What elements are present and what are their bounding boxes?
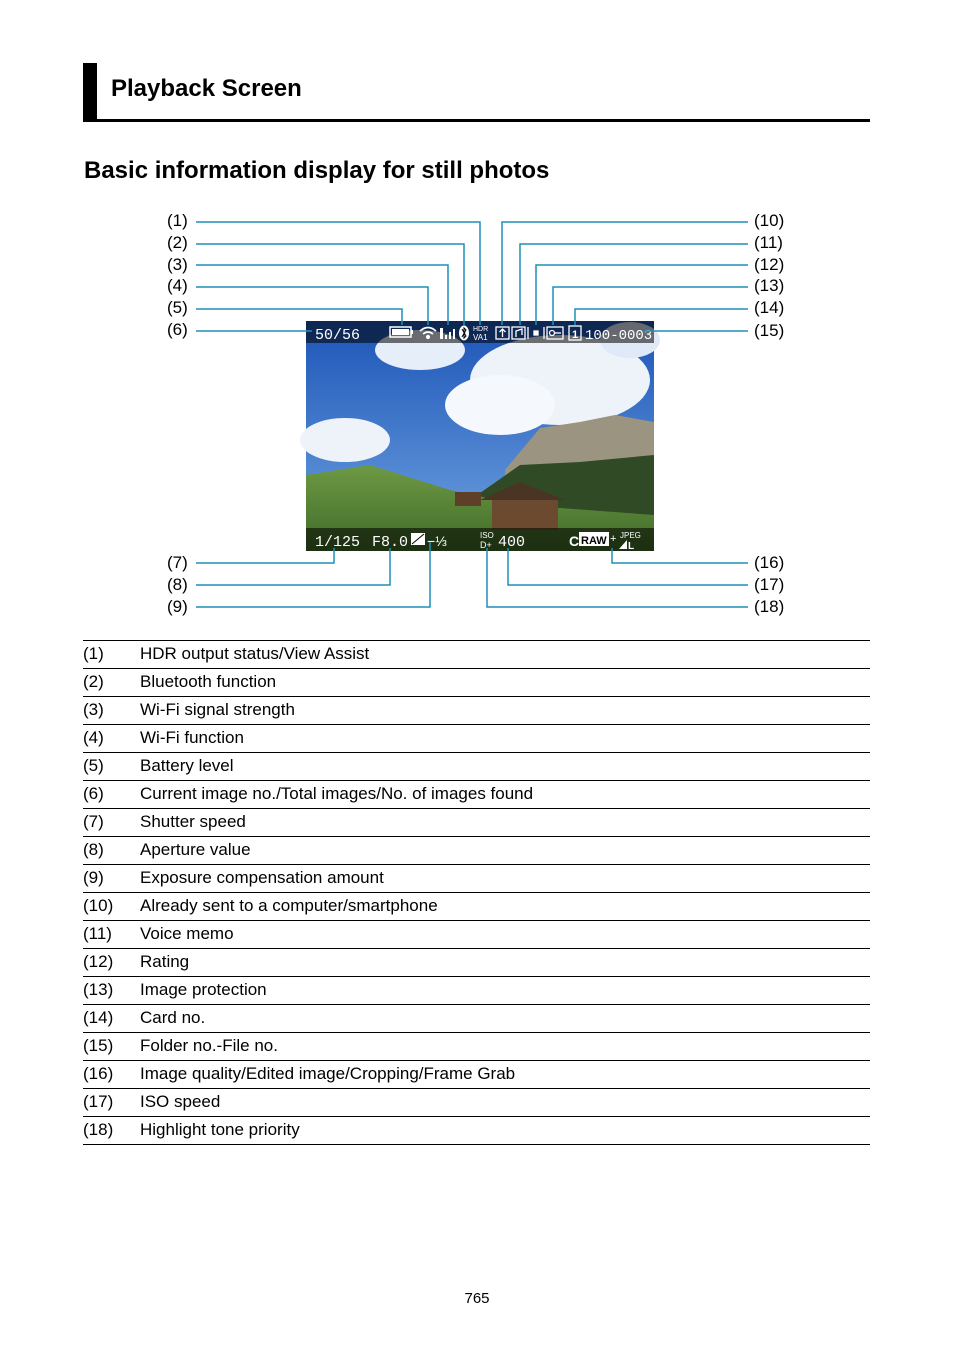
highlight-tone-label: D+	[480, 540, 492, 550]
item-number: (3)	[83, 700, 104, 719]
callout-12: (12)	[754, 255, 785, 274]
callout-4: (4)	[167, 276, 188, 295]
photo	[300, 321, 660, 551]
item-number: (2)	[83, 672, 104, 691]
callout-15: (15)	[754, 321, 785, 340]
callout-5: (5)	[167, 298, 188, 317]
leader-2	[196, 244, 464, 325]
table-row	[83, 753, 870, 781]
barn	[492, 500, 558, 530]
table-row	[83, 641, 870, 669]
callout-13: (13)	[754, 276, 785, 295]
leader-3	[196, 265, 448, 325]
leader-8	[196, 548, 390, 585]
table-row	[83, 1061, 870, 1089]
item-number: (17)	[83, 1092, 114, 1111]
callout-2: (2)	[167, 233, 188, 252]
hdr-label: HDR	[473, 326, 489, 333]
item-number: (10)	[83, 896, 114, 915]
item-description: Folder no.-File no.	[140, 1036, 278, 1055]
item-description: Exposure compensation amount	[140, 868, 384, 887]
item-number: (13)	[83, 980, 114, 999]
callout-18: (18)	[754, 597, 785, 616]
table-row	[83, 697, 870, 725]
callout-16: (16)	[754, 553, 785, 572]
item-number: (18)	[83, 1120, 114, 1139]
leader-13	[553, 287, 748, 325]
item-description: Already sent to a computer/smartphone	[140, 896, 438, 915]
table-row	[83, 893, 870, 921]
table-row	[83, 949, 870, 977]
iso-label: ISO	[480, 531, 494, 540]
callout-9: (9)	[167, 597, 188, 616]
table-row	[83, 1117, 870, 1145]
exposure-comp-value: −⅓	[427, 533, 447, 549]
leader-18	[487, 548, 748, 607]
iso-value: 400	[498, 534, 526, 551]
table-row	[83, 669, 870, 697]
legend-table	[83, 640, 870, 1145]
callout-10: (10)	[754, 211, 785, 230]
shutter-speed: 1/125	[315, 534, 361, 551]
section-header	[83, 63, 870, 122]
callout-17: (17)	[754, 575, 785, 594]
leader-4	[196, 287, 428, 325]
item-description: Aperture value	[140, 840, 251, 859]
item-description: Wi-Fi function	[140, 728, 244, 747]
quality-c: C	[569, 533, 580, 549]
item-number: (11)	[83, 924, 112, 943]
subheading: Basic information display for still photos	[84, 157, 550, 184]
quality-jpeg: JPEG	[620, 531, 641, 540]
item-number: (15)	[83, 1036, 114, 1055]
item-description: Highlight tone priority	[140, 1120, 300, 1139]
item-description: HDR output status/View Assist	[140, 644, 370, 663]
card-number: 1	[572, 329, 579, 341]
table-row	[83, 1089, 870, 1117]
leader-17	[508, 548, 748, 585]
quality-raw: RAW	[581, 535, 607, 547]
item-number: (12)	[83, 952, 114, 971]
item-number: (16)	[83, 1064, 114, 1083]
callout-11: (11)	[754, 233, 783, 252]
item-description: Image quality/Edited image/Cropping/Frame Grab	[140, 1064, 516, 1083]
header-bar	[83, 63, 97, 119]
item-description: Current image no./Total images/No. of images found	[140, 784, 534, 803]
table-row	[83, 837, 870, 865]
item-description: Wi-Fi signal strength	[140, 700, 295, 719]
playback-diagram	[0, 200, 954, 625]
table-row	[83, 865, 870, 893]
callout-14: (14)	[754, 298, 785, 317]
item-description: Image protection	[140, 980, 267, 999]
va-label: VA1	[473, 333, 488, 342]
exposure-comp-icon	[411, 533, 425, 545]
item-description: Card no.	[140, 1008, 206, 1027]
quality-plus: +	[610, 533, 617, 545]
item-number: (6)	[83, 784, 104, 803]
item-number: (5)	[83, 756, 104, 775]
table-row	[83, 977, 870, 1005]
leader-11	[520, 244, 748, 325]
item-number: (14)	[83, 1008, 114, 1027]
leader-9	[196, 542, 430, 607]
item-number: (1)	[83, 644, 104, 663]
cloud	[300, 418, 390, 462]
callout-8: (8)	[167, 575, 188, 594]
page-number: 765	[464, 1290, 490, 1307]
item-description: ISO speed	[140, 1092, 221, 1111]
callout-3: (3)	[167, 255, 188, 274]
item-description: Voice memo	[140, 924, 234, 943]
image-count: 50/56	[315, 327, 361, 344]
diagram-svg	[0, 200, 954, 625]
table-row	[83, 781, 870, 809]
small-barn	[455, 492, 481, 506]
quality-l: L	[628, 541, 635, 552]
callout-6: (6)	[167, 320, 188, 339]
cloud	[445, 375, 555, 435]
table-row	[83, 1033, 870, 1061]
item-description: Bluetooth function	[140, 672, 277, 691]
table-row	[83, 809, 870, 837]
bluetooth-icon	[459, 326, 469, 341]
item-number: (7)	[83, 812, 104, 831]
item-number: (4)	[83, 728, 104, 747]
item-description: Rating	[140, 952, 190, 971]
callout-7: (7)	[167, 553, 188, 572]
table-row	[83, 725, 870, 753]
table-row	[83, 1005, 870, 1033]
folder-file-number: 100-0003	[585, 328, 653, 344]
callout-1: (1)	[167, 211, 188, 230]
leader-12	[536, 265, 748, 325]
section-title: Playback Screen	[111, 75, 302, 102]
aperture: F8.0	[372, 534, 409, 551]
item-number: (8)	[83, 840, 104, 859]
item-description: Battery level	[140, 756, 234, 775]
item-number: (9)	[83, 868, 104, 887]
item-description: Shutter speed	[140, 812, 246, 831]
table-row	[83, 921, 870, 949]
